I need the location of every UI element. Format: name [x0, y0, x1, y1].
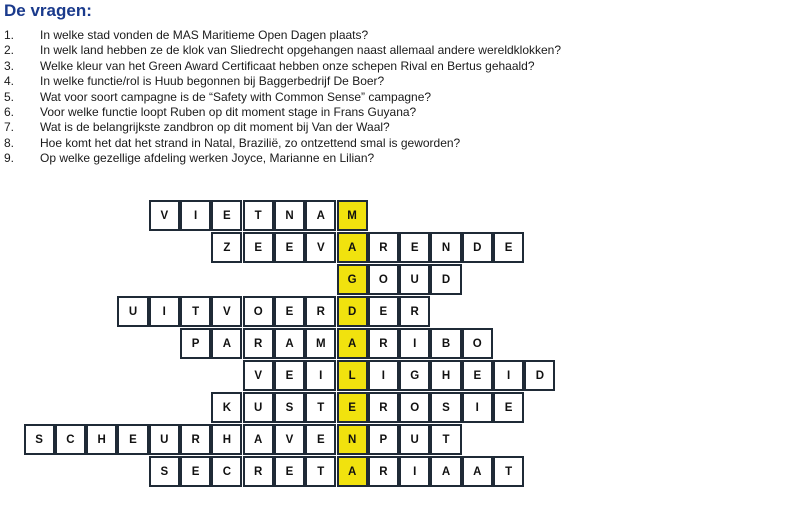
solution-cell: A [337, 456, 368, 487]
question-text: Wat is de belangrijkste zandbron op dit moment bij Van der Waal? [40, 120, 390, 135]
crossword-cell: N [274, 200, 305, 231]
crossword-cell: E [274, 456, 305, 487]
crossword-cell: U [399, 264, 430, 295]
solution-cell: E [337, 392, 368, 423]
crossword-cell: N [430, 232, 461, 263]
crossword-cell: I [399, 456, 430, 487]
crossword-cell: A [243, 424, 274, 455]
crossword-cell: V [211, 296, 242, 327]
crossword-cell: U [117, 296, 148, 327]
crossword-cell: D [462, 232, 493, 263]
crossword-cell: E [305, 424, 336, 455]
question-number: 4. [4, 74, 15, 89]
crossword-cell: D [524, 360, 555, 391]
crossword-cell: P [180, 328, 211, 359]
solution-cell: N [337, 424, 368, 455]
crossword-cell: I [149, 296, 180, 327]
question-item [4, 151, 704, 166]
crossword-cell: H [86, 424, 117, 455]
crossword-cell: E [117, 424, 148, 455]
crossword-cell: M [305, 328, 336, 359]
question-item [4, 90, 704, 105]
question-number: 7. [4, 120, 15, 135]
crossword-cell: E [274, 360, 305, 391]
question-item [4, 59, 704, 74]
crossword-cell: U [149, 424, 180, 455]
crossword-cell: S [24, 424, 55, 455]
solution-cell: D [337, 296, 368, 327]
crossword-cell: C [211, 456, 242, 487]
question-text: In welke functie/rol is Huub begonnen bij Baggerbedrijf De Boer? [40, 74, 385, 89]
crossword-cell: V [149, 200, 180, 231]
crossword-cell: R [368, 456, 399, 487]
page-title: De vragen: [4, 1, 92, 20]
crossword-cell: T [305, 456, 336, 487]
question-text: Voor welke functie loopt Ruben op dit moment stage in Frans Guyana? [40, 104, 417, 119]
question-item [4, 136, 704, 151]
crossword-cell: V [274, 424, 305, 455]
crossword-cell: C [55, 424, 86, 455]
crossword-cell: U [243, 392, 274, 423]
question-number: 3. [4, 58, 15, 73]
crossword-cell: E [243, 232, 274, 263]
crossword-cell: U [399, 424, 430, 455]
crossword-cell: E [211, 200, 242, 231]
crossword-cell: E [274, 296, 305, 327]
crossword-cell: A [430, 456, 461, 487]
crossword-cell: V [305, 232, 336, 263]
crossword-cell: R [243, 456, 274, 487]
crossword-cell: E [368, 296, 399, 327]
crossword-cell: I [493, 360, 524, 391]
crossword-cell: P [368, 424, 399, 455]
crossword-cell: T [430, 424, 461, 455]
question-number: 2. [4, 43, 15, 58]
solution-cell: G [337, 264, 368, 295]
solution-cell: M [337, 200, 368, 231]
question-text: Hoe komt het dat het strand in Natal, Brazilië, zo ontzettend smal is geworden? [40, 135, 461, 150]
crossword-cell: A [462, 456, 493, 487]
crossword-cell: Z [211, 232, 242, 263]
crossword-cell: I [462, 392, 493, 423]
crossword-cell: O [243, 296, 274, 327]
crossword-cell: R [180, 424, 211, 455]
crossword-cell: R [243, 328, 274, 359]
question-number: 9. [4, 151, 15, 166]
crossword-cell: B [430, 328, 461, 359]
crossword-cell: E [462, 360, 493, 391]
crossword-cell: T [180, 296, 211, 327]
question-list [4, 28, 704, 167]
solution-cell: A [337, 328, 368, 359]
crossword-cell: H [430, 360, 461, 391]
crossword-cell: E [493, 232, 524, 263]
crossword-cell: I [399, 328, 430, 359]
crossword-cell: S [430, 392, 461, 423]
question-item [4, 43, 704, 58]
crossword-cell: E [180, 456, 211, 487]
crossword-cell: A [211, 328, 242, 359]
crossword-cell: D [430, 264, 461, 295]
crossword-cell: I [368, 360, 399, 391]
crossword-cell: T [243, 200, 274, 231]
crossword-cell: T [305, 392, 336, 423]
question-text: In welk land hebben ze de klok van Sliedrecht opgehangen naast allemaal andere wereldklokken? [40, 43, 562, 58]
crossword-cell: S [149, 456, 180, 487]
question-text: In welke stad vonden de MAS Maritieme Open Dagen plaats? [40, 28, 369, 42]
question-item [4, 28, 704, 43]
question-text: Wat voor soort campagne is de “Safety with Common Sense” campagne? [40, 89, 432, 104]
question-text: Welke kleur van het Green Award Certificaat hebben onze schepen Rival en Bertus gehaald? [40, 58, 535, 73]
question-number: 8. [4, 135, 15, 150]
crossword-cell: R [399, 296, 430, 327]
crossword-cell: T [493, 456, 524, 487]
crossword-cell: G [399, 360, 430, 391]
crossword-cell: K [211, 392, 242, 423]
question-item [4, 105, 704, 120]
crossword-cell: I [305, 360, 336, 391]
question-number: 1. [4, 28, 15, 42]
crossword-cell: R [305, 296, 336, 327]
question-number: 6. [4, 104, 15, 119]
crossword-cell: A [274, 328, 305, 359]
solution-cell: L [337, 360, 368, 391]
crossword-cell: V [243, 360, 274, 391]
question-item [4, 74, 704, 89]
question-item [4, 120, 704, 135]
crossword-cell: E [493, 392, 524, 423]
question-number: 5. [4, 89, 15, 104]
crossword-cell: O [462, 328, 493, 359]
solution-cell: A [337, 232, 368, 263]
crossword-cell: E [399, 232, 430, 263]
crossword-cell: I [180, 200, 211, 231]
crossword-cell: O [399, 392, 430, 423]
crossword-cell: R [368, 392, 399, 423]
crossword-cell: R [368, 232, 399, 263]
crossword-cell: O [368, 264, 399, 295]
question-text: Op welke gezellige afdeling werken Joyce, Marianne en Lilian? [40, 151, 375, 166]
crossword-cell: E [274, 232, 305, 263]
crossword-cell: S [274, 392, 305, 423]
crossword-cell: R [368, 328, 399, 359]
crossword-cell: A [305, 200, 336, 231]
crossword-cell: H [211, 424, 242, 455]
